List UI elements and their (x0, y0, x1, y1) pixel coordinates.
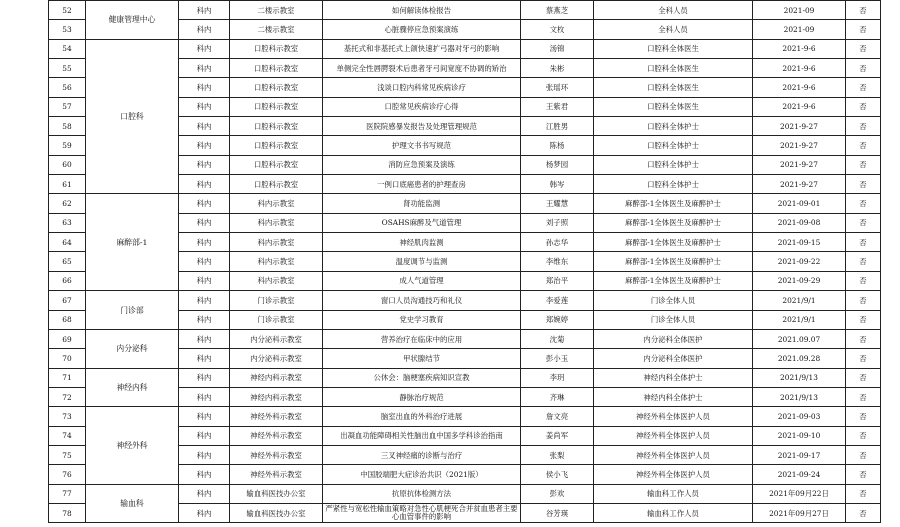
audience-cell: 输血科工作人员 (594, 484, 753, 503)
speaker-cell: 姜尚军 (521, 426, 594, 445)
date-cell: 2021-9-27 (753, 175, 846, 194)
status-cell: 否 (846, 445, 881, 464)
speaker-cell: 王紫君 (521, 97, 594, 116)
speaker-cell: 韩岑 (521, 175, 594, 194)
date-cell: 2021-09-17 (753, 445, 846, 464)
topic-cell: 成人气道管理 (323, 271, 521, 290)
topic-cell: 如何解读体检报告 (323, 1, 521, 20)
date-cell: 2021-9-6 (753, 59, 846, 78)
row-number: 71 (49, 368, 86, 387)
speaker-cell: 蔡燕芝 (521, 1, 594, 20)
status-cell: 否 (846, 213, 881, 232)
audience-cell: 神经外科全体医护人员 (594, 445, 753, 464)
audience-cell: 输血科工作人员 (594, 503, 753, 522)
status-cell: 否 (846, 368, 881, 387)
audience-cell: 门诊全体人员 (594, 291, 753, 310)
speaker-cell: 陈杨 (521, 136, 594, 155)
category-cell: 科内 (179, 484, 230, 503)
date-cell: 2021-09-29 (753, 271, 846, 290)
topic-cell: 党史学习教育 (323, 310, 521, 329)
location-cell: 科内示教室 (230, 213, 323, 232)
location-cell: 口腔科示教室 (230, 78, 323, 97)
department-cell: 健康管理中心 (86, 1, 179, 40)
date-cell: 2021-9-27 (753, 117, 846, 136)
category-cell: 科内 (179, 310, 230, 329)
date-cell: 2021/9/13 (753, 368, 846, 387)
status-cell: 否 (846, 59, 881, 78)
date-cell: 2021-09-01 (753, 194, 846, 213)
row-number: 78 (49, 503, 86, 522)
row-number: 56 (49, 78, 86, 97)
table-row (49, 329, 881, 348)
department-cell: 内分泌科 (86, 329, 179, 368)
category-cell: 科内 (179, 407, 230, 426)
audience-cell: 口腔科全体护士 (594, 175, 753, 194)
status-cell: 否 (846, 503, 881, 522)
topic-cell: 心脏骤停应急预案演练 (323, 20, 521, 39)
audience-cell: 口腔科全体医生 (594, 78, 753, 97)
audience-cell: 麻醉部-1全体医生及麻醉护士 (594, 194, 753, 213)
speaker-cell: 王耀慧 (521, 194, 594, 213)
date-cell: 2021年09月27日 (753, 503, 846, 522)
date-cell: 2021-09-15 (753, 233, 846, 252)
topic-cell: 窗口人员沟通技巧和礼仪 (323, 291, 521, 310)
location-cell: 二楼示教室 (230, 1, 323, 20)
speaker-cell: 李玥 (521, 368, 594, 387)
audience-cell: 全科人员 (594, 20, 753, 39)
topic-cell: 浅谈口腔内科常见疾病诊疗 (323, 78, 521, 97)
row-number: 54 (49, 39, 86, 58)
speaker-cell: 詹文亮 (521, 407, 594, 426)
table-row (49, 407, 881, 426)
audience-cell: 口腔科全体护士 (594, 136, 753, 155)
location-cell: 口腔科示教室 (230, 175, 323, 194)
category-cell: 科内 (179, 39, 230, 58)
category-cell: 科内 (179, 368, 230, 387)
date-cell: 2021/9/13 (753, 387, 846, 406)
speaker-cell: 李维东 (521, 252, 594, 271)
location-cell: 二楼示教室 (230, 20, 323, 39)
date-cell: 2021-9-27 (753, 136, 846, 155)
row-number: 55 (49, 59, 86, 78)
status-cell: 否 (846, 484, 881, 503)
row-number: 73 (49, 407, 86, 426)
status-cell: 否 (846, 465, 881, 484)
table-row (49, 39, 881, 58)
date-cell: 2021-09 (753, 1, 846, 20)
category-cell: 科内 (179, 78, 230, 97)
topic-cell: 单侧完全性唇腭裂术后患者牙弓间宽度不协调的矫治 (323, 59, 521, 78)
topic-cell: 脑室出血的外科治疗进展 (323, 407, 521, 426)
status-cell: 否 (846, 349, 881, 368)
audience-cell: 神经外科全体医护人员 (594, 465, 753, 484)
department-cell: 神经内科 (86, 368, 179, 407)
row-number: 68 (49, 310, 86, 329)
category-cell: 科内 (179, 445, 230, 464)
category-cell: 科内 (179, 329, 230, 348)
audience-cell: 内分泌科全体医护 (594, 329, 753, 348)
speaker-cell: 郑治平 (521, 271, 594, 290)
topic-cell: 温度调节与监测 (323, 252, 521, 271)
location-cell: 口腔科示教室 (230, 59, 323, 78)
audience-cell: 口腔科全体医生 (594, 39, 753, 58)
audience-cell: 麻醉部-1全体医生及麻醉护士 (594, 233, 753, 252)
category-cell: 科内 (179, 465, 230, 484)
location-cell: 输血科医技办公室 (230, 484, 323, 503)
topic-cell: 护理文书书写规范 (323, 136, 521, 155)
audience-cell: 麻醉部-1全体医生及麻醉护士 (594, 252, 753, 271)
status-cell: 否 (846, 329, 881, 348)
status-cell: 否 (846, 407, 881, 426)
category-cell: 科内 (179, 349, 230, 368)
audience-cell: 门诊全体人员 (594, 310, 753, 329)
row-number: 64 (49, 233, 86, 252)
status-cell: 否 (846, 310, 881, 329)
date-cell: 2021-09 (753, 20, 846, 39)
table-row (49, 484, 881, 503)
status-cell: 否 (846, 155, 881, 174)
date-cell: 2021-09-03 (753, 407, 846, 426)
category-cell: 科内 (179, 291, 230, 310)
row-number: 63 (49, 213, 86, 232)
department-cell: 神经外科 (86, 407, 179, 484)
location-cell: 神经内科示教室 (230, 368, 323, 387)
topic-cell: OSAHS麻醉及气道管理 (323, 213, 521, 232)
topic-cell: 医院院感暴发报告及处理管理规范 (323, 117, 521, 136)
table-body (49, 1, 881, 523)
date-cell: 2021年09月22日 (753, 484, 846, 503)
status-cell: 否 (846, 78, 881, 97)
table-row (49, 368, 881, 387)
date-cell: 2021/9/1 (753, 310, 846, 329)
speaker-cell: 齐琳 (521, 387, 594, 406)
department-cell: 输血科 (86, 484, 179, 523)
category-cell: 科内 (179, 117, 230, 136)
location-cell: 神经外科示教室 (230, 445, 323, 464)
category-cell: 科内 (179, 155, 230, 174)
status-cell: 否 (846, 387, 881, 406)
category-cell: 科内 (179, 194, 230, 213)
training-schedule-table (48, 0, 881, 523)
audience-cell: 麻醉部-1全体医生及麻醉护士 (594, 213, 753, 232)
topic-cell: 营养治疗在临床中的应用 (323, 329, 521, 348)
speaker-cell: 侯小飞 (521, 465, 594, 484)
speaker-cell: 谷芳瑛 (521, 503, 594, 522)
status-cell: 否 (846, 175, 881, 194)
status-cell: 否 (846, 97, 881, 116)
row-number: 53 (49, 20, 86, 39)
location-cell: 门诊示教室 (230, 310, 323, 329)
status-cell: 否 (846, 39, 881, 58)
status-cell: 否 (846, 271, 881, 290)
row-number: 67 (49, 291, 86, 310)
department-cell: 口腔科 (86, 39, 179, 194)
department-cell: 麻醉部-1 (86, 194, 179, 291)
row-number: 70 (49, 349, 86, 368)
category-cell: 科内 (179, 271, 230, 290)
speaker-cell: 彭小玉 (521, 349, 594, 368)
speaker-cell: 张瑶环 (521, 78, 594, 97)
location-cell: 口腔科示教室 (230, 117, 323, 136)
row-number: 60 (49, 155, 86, 174)
speaker-cell: 郑婉婷 (521, 310, 594, 329)
audience-cell: 全科人员 (594, 1, 753, 20)
date-cell: 2021.09.07 (753, 329, 846, 348)
department-cell: 门诊部 (86, 291, 179, 330)
row-number: 76 (49, 465, 86, 484)
location-cell: 神经内科示教室 (230, 387, 323, 406)
location-cell: 门诊示教室 (230, 291, 323, 310)
row-number: 72 (49, 387, 86, 406)
row-number: 58 (49, 117, 86, 136)
category-cell: 科内 (179, 59, 230, 78)
location-cell: 神经外科示教室 (230, 426, 323, 445)
date-cell: 2021-09-24 (753, 465, 846, 484)
audience-cell: 神经外科全体医护人员 (594, 407, 753, 426)
date-cell: 2021-9-6 (753, 39, 846, 58)
speaker-cell: 孙志华 (521, 233, 594, 252)
status-cell: 否 (846, 233, 881, 252)
topic-cell: 口腔常见疾病诊疗心得 (323, 97, 521, 116)
topic-cell: 三叉神经痛的诊断与治疗 (323, 445, 521, 464)
status-cell: 否 (846, 1, 881, 20)
location-cell: 科内示教室 (230, 271, 323, 290)
topic-cell: 静脉治疗规范 (323, 387, 521, 406)
row-number: 74 (49, 426, 86, 445)
category-cell: 科内 (179, 136, 230, 155)
status-cell: 否 (846, 426, 881, 445)
audience-cell: 神经外科全体医护人员 (594, 426, 753, 445)
status-cell: 否 (846, 20, 881, 39)
category-cell: 科内 (179, 252, 230, 271)
status-cell: 否 (846, 194, 881, 213)
status-cell: 否 (846, 117, 881, 136)
audience-cell: 口腔科全体护士 (594, 117, 753, 136)
location-cell: 科内示教室 (230, 194, 323, 213)
location-cell: 口腔科示教室 (230, 136, 323, 155)
row-number: 59 (49, 136, 86, 155)
topic-cell: 抗原抗体检测方法 (323, 484, 521, 503)
table-row (49, 1, 881, 20)
row-number: 66 (49, 271, 86, 290)
speaker-cell: 刘子照 (521, 213, 594, 232)
audience-cell: 神经内科全体护士 (594, 368, 753, 387)
date-cell: 2021-09-22 (753, 252, 846, 271)
topic-cell: 公休会：脑梗塞疾病知识宣教 (323, 368, 521, 387)
location-cell: 神经外科示教室 (230, 465, 323, 484)
date-cell: 2021/9/1 (753, 291, 846, 310)
location-cell: 科内示教室 (230, 252, 323, 271)
table-row (49, 291, 881, 310)
date-cell: 2021-9-27 (753, 155, 846, 174)
status-cell: 否 (846, 252, 881, 271)
row-number: 75 (49, 445, 86, 464)
location-cell: 口腔科示教室 (230, 97, 323, 116)
speaker-cell: 沈菊 (521, 329, 594, 348)
category-cell: 科内 (179, 387, 230, 406)
date-cell: 2021.09.28 (753, 349, 846, 368)
audience-cell: 口腔科全体医生 (594, 59, 753, 78)
category-cell: 科内 (179, 97, 230, 116)
topic-cell: 肾功能监测 (323, 194, 521, 213)
topic-cell: 一例口底癌患者的护理查房 (323, 175, 521, 194)
location-cell: 输血科医技办公室 (230, 503, 323, 522)
row-number: 65 (49, 252, 86, 271)
audience-cell: 口腔科全体护士 (594, 155, 753, 174)
topic-cell: 严紧性与宽松性输血策略对急性心肌梗死合并贫血患者主要心血管事件的影响 (323, 503, 521, 522)
location-cell: 神经外科示教室 (230, 407, 323, 426)
category-cell: 科内 (179, 503, 230, 522)
status-cell: 否 (846, 291, 881, 310)
audience-cell: 神经内科全体护士 (594, 387, 753, 406)
topic-cell: 甲状腺结节 (323, 349, 521, 368)
speaker-cell: 江胜男 (521, 117, 594, 136)
audience-cell: 口腔科全体医生 (594, 97, 753, 116)
category-cell: 科内 (179, 20, 230, 39)
topic-cell: 中国胶端肥大症诊治共识（2021版） (323, 465, 521, 484)
location-cell: 口腔科示教室 (230, 39, 323, 58)
topic-cell: 神经肌肉监测 (323, 233, 521, 252)
row-number: 62 (49, 194, 86, 213)
location-cell: 内分泌科示教室 (230, 349, 323, 368)
speaker-cell: 李爱莲 (521, 291, 594, 310)
status-cell: 否 (846, 136, 881, 155)
date-cell: 2021-09-08 (753, 213, 846, 232)
date-cell: 2021-9-6 (753, 97, 846, 116)
speaker-cell: 杨梦园 (521, 155, 594, 174)
date-cell: 2021-09-10 (753, 426, 846, 445)
row-number: 77 (49, 484, 86, 503)
speaker-cell: 文枚 (521, 20, 594, 39)
category-cell: 科内 (179, 426, 230, 445)
category-cell: 科内 (179, 1, 230, 20)
row-number: 69 (49, 329, 86, 348)
speaker-cell: 彭欢 (521, 484, 594, 503)
location-cell: 科内示教室 (230, 233, 323, 252)
table-row (49, 194, 881, 213)
audience-cell: 内分泌科全体医护 (594, 349, 753, 368)
location-cell: 口腔科示教室 (230, 155, 323, 174)
row-number: 57 (49, 97, 86, 116)
category-cell: 科内 (179, 175, 230, 194)
location-cell: 内分泌科示教室 (230, 329, 323, 348)
category-cell: 科内 (179, 213, 230, 232)
topic-cell: 出凝血功能障碍相关性脑出血中国多学科诊治指南 (323, 426, 521, 445)
topic-cell: 基托式和非基托式上颌快速扩弓器对牙弓的影响 (323, 39, 521, 58)
date-cell: 2021-9-6 (753, 78, 846, 97)
topic-cell: 消防应急预案及演练 (323, 155, 521, 174)
speaker-cell: 汤锦 (521, 39, 594, 58)
row-number: 61 (49, 175, 86, 194)
row-number: 52 (49, 1, 86, 20)
audience-cell: 麻醉部-1全体医生及麻醉护士 (594, 271, 753, 290)
category-cell: 科内 (179, 233, 230, 252)
speaker-cell: 朱彬 (521, 59, 594, 78)
speaker-cell: 张梨 (521, 445, 594, 464)
